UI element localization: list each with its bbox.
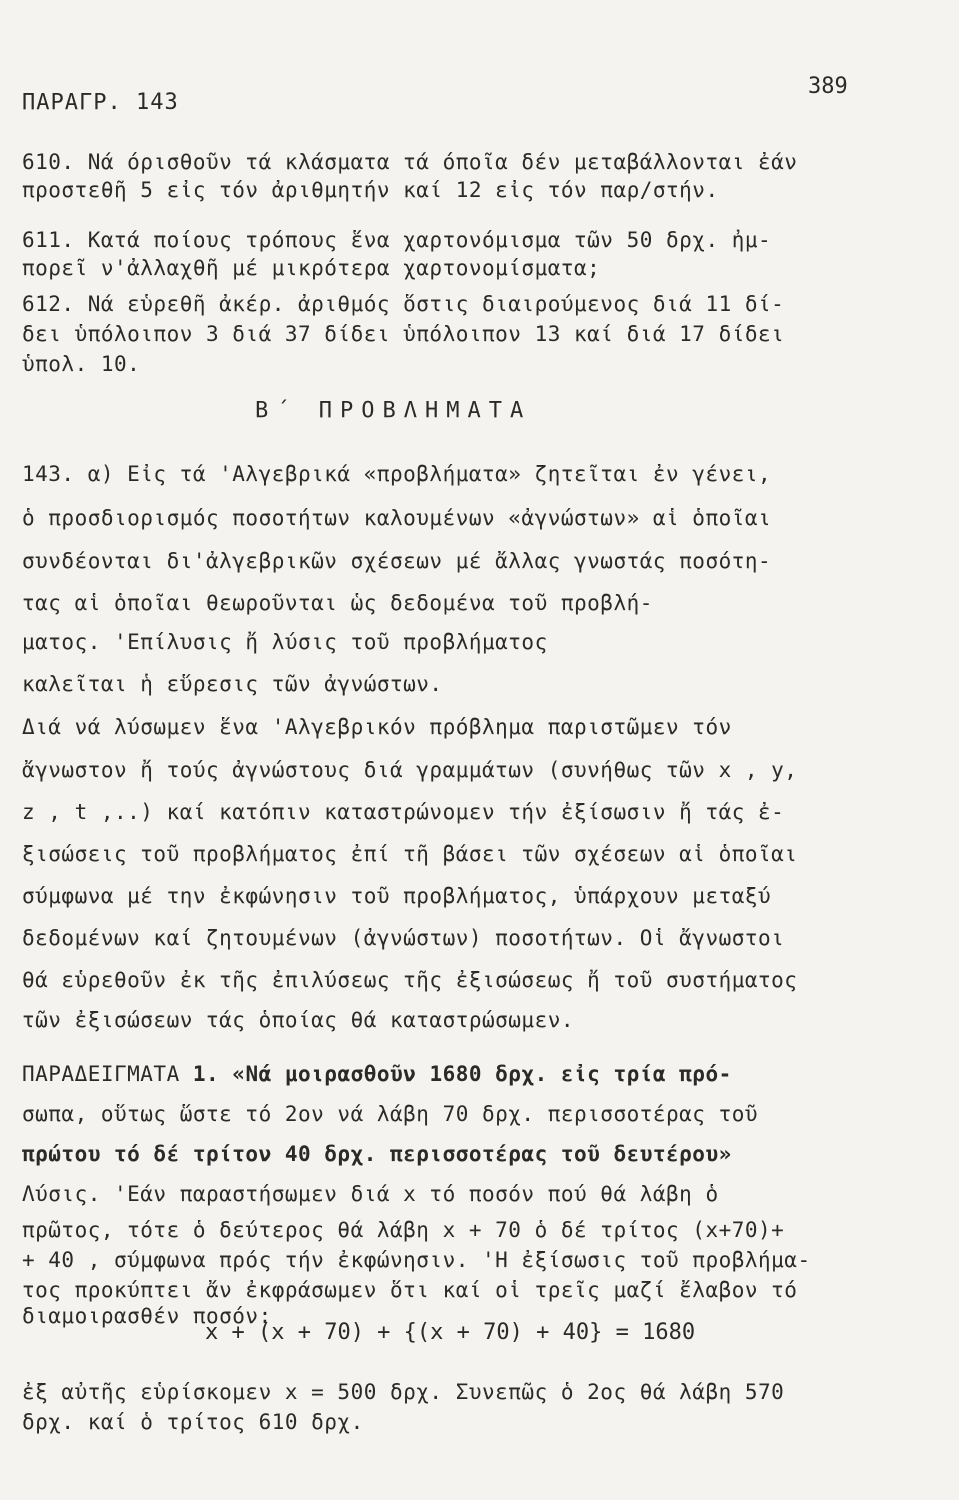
solution-line: Λύσις. 'Εάν παραστήσωμεν διά x τό ποσόν πού θά λάβη ὁ <box>22 1182 719 1206</box>
problem-line: 611. Κατά ποίους τρόπους ἕνα χαρτονόμισμα τῶν 50 δρχ. ἠμ- <box>22 228 772 252</box>
equation: x + (x + 70) + {(x + 70) + 40} = 1680 <box>205 1320 696 1345</box>
example-line: πρώτου τό δέ τρίτον 40 δρχ. περισσοτέρας τοῦ δευτέρου» <box>22 1142 732 1166</box>
problem-line: 612. Νά εὑρεθῆ ἀκέρ. ἀριθμός ὅστις διαιρούμενος διά 11 δί- <box>22 292 785 316</box>
body-line: ἄγνωστον ἤ τούς ἀγνώστους διά γραμμάτων (συνήθως τῶν x , y, <box>22 758 798 782</box>
body-line: z , t ,..) καί κατόπιν καταστρώνομεν τήν ἐξίσωσιν ἤ τάς ἐ- <box>22 800 785 824</box>
body-line: Διά νά λύσωμεν ἕνα 'Αλγεβρικόν πρόβλημα παριστῶμεν τόν <box>22 715 732 739</box>
body-line: θά εὑρεθοῦν ἐκ τῆς ἐπιλύσεως τῆς ἐξισώσεως ἤ τοῦ συστήματος <box>22 968 798 992</box>
solution-line: τος προκύπτει ἄν ἐκφράσωμεν ὅτι καί οἱ τρεῖς μαζί ἔλαβον τό <box>22 1278 798 1302</box>
body-line: 143. α) Εἰς τά 'Αλγεβρικά «προβλήματα» ζητεῖται ἐν γένει, <box>22 462 772 486</box>
problem-line: ὑπολ. 10. <box>22 352 141 376</box>
body-line: τῶν ἐξισώσεων τάς ὁποίας θά καταστρώσωμεν. <box>22 1008 575 1032</box>
running-header: ΠΑΡΑΓΡ. 143 <box>22 90 179 115</box>
body-line: σύμφωνα μέ την ἐκφώνησιν τοῦ προβλήματος, ὑπάρχουν μεταξύ <box>22 884 772 908</box>
problem-line: προστεθῆ 5 εἰς τόν ἀριθμητήν καί 12 εἰς τόν παρ/στήν. <box>22 178 719 202</box>
body-line: ὁ προσδιορισμός ποσοτήτων καλουμένων «ἀγνώστων» αἱ ὁποῖαι <box>22 506 772 530</box>
body-line: δεδομένων καί ζητουμένων (ἀγνώστων) ποσοτήτων. Οἱ ἄγνωστοι <box>22 926 785 950</box>
solution-line: πρῶτος, τότε ὁ δεύτερος θά λάβη x + 70 ὁ δέ τρίτος (x+70)+ <box>22 1218 785 1242</box>
problem-line: πορεῖ ν'ἀλλαχθῆ μέ μικρότερα χαρτονομίσματα; <box>22 256 601 280</box>
solution-line: + 40 , σύμφωνα πρός τήν ἐκφώνησιν. 'Η ἐξίσωσις τοῦ προβλήμα- <box>22 1248 811 1272</box>
body-line: τας αἱ ὁποῖαι θεωροῦνται ὡς δεδομένα τοῦ προβλή- <box>22 591 653 615</box>
problem-line: δει ὑπόλοιπον 3 διά 37 δίδει ὑπόλοιπον 13 καί διά 17 δίδει <box>22 322 785 346</box>
examples-label: ΠΑΡΑΔΕΙΓΜΑΤΑ <box>22 1062 180 1086</box>
problem-line: 610. Νά όρισθοῦν τά κλάσματα τά όποῖα δέν μεταβάλλονται ἐάν <box>22 150 798 174</box>
solution-line: ἐξ αὐτῆς εὑρίσκομεν x = 500 δρχ. Συνεπῶς ὁ 2ος θά λάβη 570 <box>22 1380 785 1404</box>
section-title: Β΄ ΠΡΟΒΛΗΜΑΤΑ <box>255 398 532 423</box>
body-line: ματος. 'Επίλυσις ἤ λύσις τοῦ προβλήματος <box>22 630 548 654</box>
examples-line <box>22 1062 732 1086</box>
solution-line: διαμοιρασθέν ποσόν: <box>22 1304 272 1328</box>
page-number: 389 <box>808 74 848 99</box>
body-line: ξισώσεις τοῦ προβλήματος ἐπί τῆ βάσει τῶν σχέσεων αἱ ὁποῖαι <box>22 842 798 866</box>
example-line: σωπα, οὕτως ὥστε τό 2ον νά λάβη 70 δρχ. περισσοτέρας τοῦ <box>22 1102 759 1126</box>
solution-line: δρχ. καί ὁ τρίτος 610 δρχ. <box>22 1410 364 1434</box>
example-statement: 1. «Νά μοιρασθοῦν 1680 δρχ. εἰς τρία πρό- <box>192 1062 732 1086</box>
body-line: συνδέονται δι'ἀλγεβρικῶν σχέσεων μέ ἄλλας γνωστάς ποσότη- <box>22 549 772 573</box>
body-line: καλεῖται ἡ εὕρεσις τῶν ἀγνώστων. <box>22 672 443 696</box>
